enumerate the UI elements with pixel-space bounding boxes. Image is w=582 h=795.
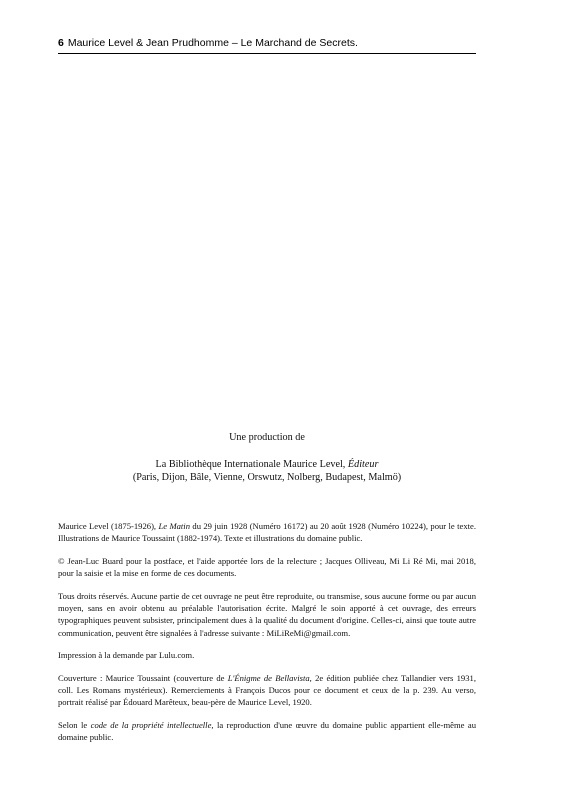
source-note [58,520,476,545]
publisher-locations: (Paris, Dijon, Bâle, Vienne, Orswutz, Nolberg, Budapest, Malmö) [132,472,402,483]
production-intro: Une production de [229,432,305,443]
source-note-author: Maurice Level (1875-1926), [58,521,159,531]
source-note-details: du 29 juin 1928 (Numéro 16172) au 20 août 1928 (Numéro 10224), pour le texte. Illustrations de Maurice Toussaint (1882-1974). Texte et illustrations du domaine public. [58,521,476,544]
cover-note-title: L'Énigme de Bellavista [227,672,310,683]
cover-note-intro: Couverture : Maurice Toussaint (couverture de [58,672,228,683]
running-title: Maurice Level & Jean Prudhomme – Le Marchand de Secrets. [67,37,358,49]
source-note-journal: Le Matin [158,521,190,531]
law-note-intro: Selon le [58,719,91,730]
printing-note: Impression à la demande par Lulu.com. [58,650,195,661]
rights-note: Tous droits réservés. Aucune partie de cet ouvrage ne peut être reproduite, ou transmise, sous aucune forme ou par aucun moyen, sans en avoir obtenu au préalable l'autorisation écrite. Malgré le soin apporté à cet ouvrage, des erreurs typographiques peuvent subsister, principalement dues à la qualité du document d'origine. Celles-ci, ainsi que toute autre communication, peuvent être signalées à l'adresse suivante : MiLiReMi@gmail.com. [58,590,476,638]
copyright-note: © Jean-Luc Buard pour la postface, et l'aide apportée lors de la relecture ; Jacques Olliveau, Mi Li Ré Mi, mai 2018, pour la saisie et la mise en forme de ces documents. [58,555,476,579]
publisher-line [58,458,476,472]
running-header [58,36,476,50]
law-note-details: , la reproduction d'une œuvre du domaine public appartient elle-même au domaine public. [58,719,477,743]
publisher-name: La Bibliothèque Internationale Maurice Level, [155,459,348,470]
cover-note-details: , 2e édition publiée chez Tallandier vers 1931, coll. Les Romans mystérieux). Remerciements à François Ducos pour ce document et ceux de la p. 239. Au verso, portrait réalisé par Édouard Marêteux, beau-père de Maurice Level, 1920. [58,672,476,708]
header-divider [58,53,476,54]
colophon [58,520,476,744]
cover-note [58,672,476,709]
law-note [58,719,476,744]
publisher-role: Éditeur [347,459,379,470]
page-number: 6 [58,37,64,49]
law-note-code: code de la propriété intellectuelle [90,719,212,730]
